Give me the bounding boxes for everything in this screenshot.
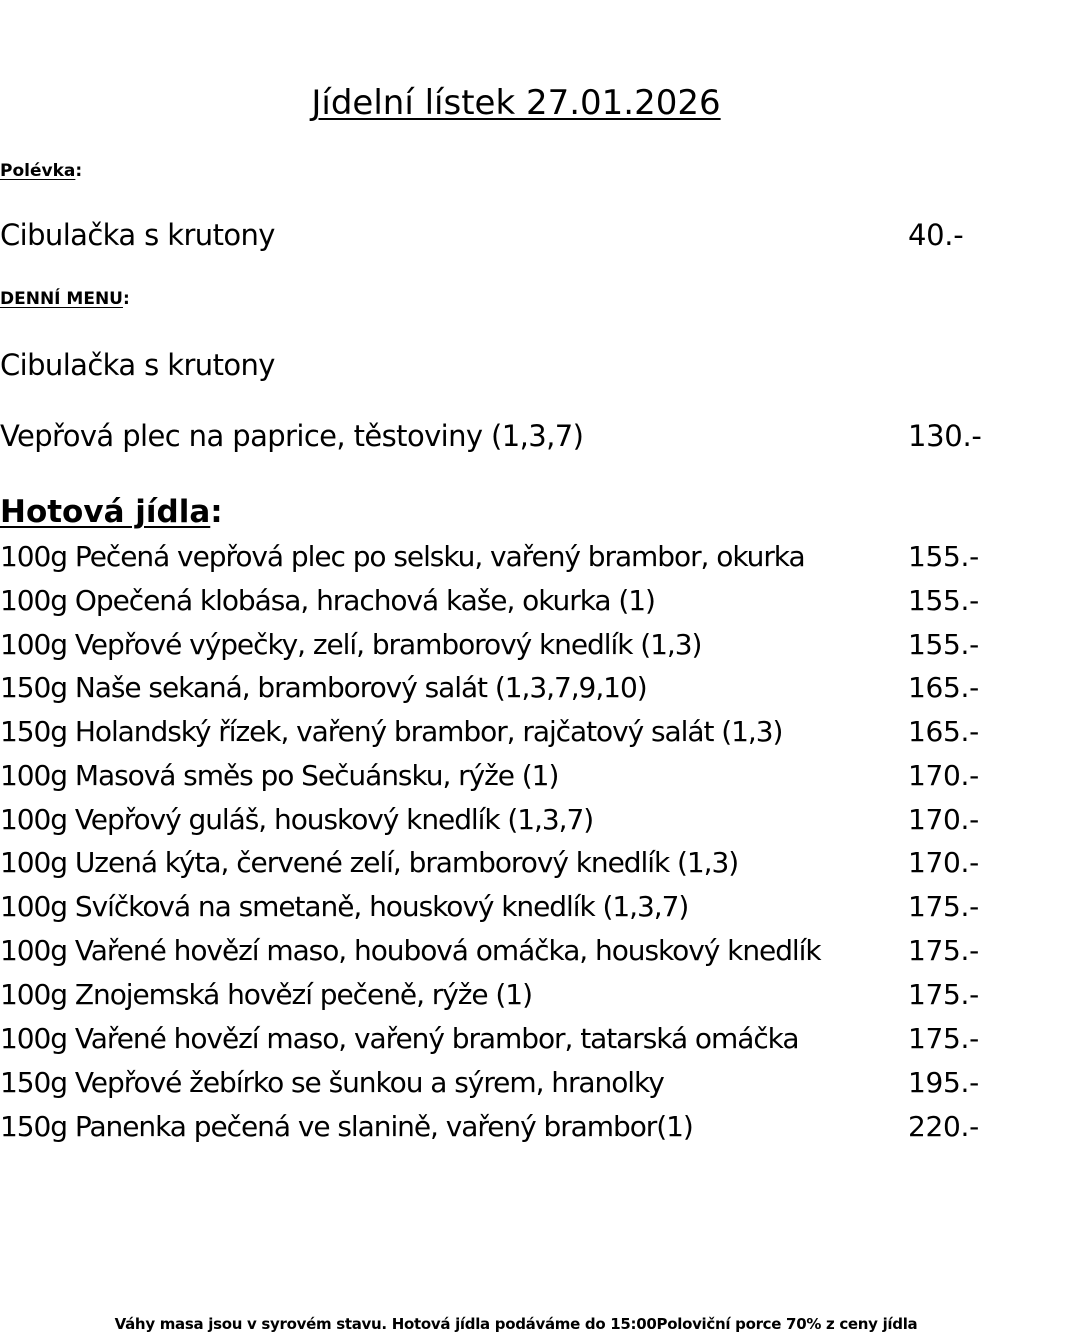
menu-item-price: 170.- xyxy=(908,759,979,792)
menu-item xyxy=(0,756,1072,796)
soup-section-label-text: Polévka xyxy=(0,161,76,181)
menu-item-price: 170.- xyxy=(908,846,979,879)
menu-item-name: 100g Vařené hovězí maso, houbová omáčka, houskový knedlík xyxy=(0,934,821,967)
menu-item-price: 155.- xyxy=(908,628,979,661)
menu-item-price: 175.- xyxy=(908,934,979,967)
daily-menu-soup-name: Cibulačka s krutony xyxy=(0,348,275,382)
menu-item-name: 100g Vepřové výpečky, zelí, bramborový knedlík (1,3) xyxy=(0,628,702,661)
soup-item-price: 40.- xyxy=(908,218,964,252)
menu-item xyxy=(0,712,1072,752)
ready-meals-colon: : xyxy=(210,494,223,530)
menu-item xyxy=(0,975,1072,1015)
menu-item xyxy=(0,887,1072,927)
menu-item-price: 220.- xyxy=(908,1110,979,1143)
menu-item xyxy=(0,668,1072,708)
soup-item-name: Cibulačka s krutony xyxy=(0,218,275,252)
ready-meals-label xyxy=(0,492,223,532)
menu-item-price: 155.- xyxy=(908,584,979,617)
menu-item xyxy=(0,581,1072,621)
menu-item-price: 175.- xyxy=(908,978,979,1011)
menu-item-name: 100g Vařené hovězí maso, vařený brambor, tatarská omáčka xyxy=(0,1022,799,1055)
menu-item xyxy=(0,843,1072,883)
menu-item xyxy=(0,1019,1072,1059)
soup-section-label xyxy=(0,159,82,183)
menu-item-name: 100g Masová směs po Sečuánsku, rýže (1) xyxy=(0,759,559,792)
menu-item xyxy=(0,537,1072,577)
menu-item xyxy=(0,1107,1072,1147)
menu-item-name: 100g Opečená klobása, hrachová kaše, okurka (1) xyxy=(0,584,655,617)
page-title-text: Jídelní lístek 27.01.2026 xyxy=(311,83,721,123)
daily-menu-label-text: DENNÍ MENU xyxy=(0,289,123,309)
menu-item-name: 150g Panenka pečená ve slanině, vařený brambor(1) xyxy=(0,1110,693,1143)
menu-item-name: 150g Naše sekaná, bramborový salát (1,3,7,9,10) xyxy=(0,671,647,704)
menu-item xyxy=(0,1063,1072,1103)
menu-item-price: 195.- xyxy=(908,1066,979,1099)
menu-item-name: 100g Uzená kýta, červené zelí, bramborový knedlík (1,3) xyxy=(0,846,739,879)
menu-item-name: 100g Pečená vepřová plec po selsku, vařený brambor, okurka xyxy=(0,540,805,573)
daily-menu-soup xyxy=(0,345,1072,385)
menu-item-name: 100g Vepřový guláš, houskový knedlík (1,3,7) xyxy=(0,803,594,836)
menu-item-name: 100g Svíčková na smetaně, houskový knedlík (1,3,7) xyxy=(0,890,689,923)
menu-item-price: 170.- xyxy=(908,803,979,836)
daily-menu-label xyxy=(0,287,130,311)
menu-item-price: 175.- xyxy=(908,1022,979,1055)
menu-item-name: 150g Vepřové žebírko se šunkou a sýrem, hranolky xyxy=(0,1066,664,1099)
menu-item-price: 165.- xyxy=(908,671,979,704)
menu-item xyxy=(0,625,1072,665)
daily-menu-colon: : xyxy=(122,289,130,309)
menu-item-price: 175.- xyxy=(908,890,979,923)
menu-item-name: 100g Znojemská hovězí pečeně, rýže (1) xyxy=(0,978,532,1011)
soup-section-colon: : xyxy=(75,161,83,181)
page-title xyxy=(0,82,1032,124)
menu-item xyxy=(0,800,1072,840)
ready-meals-label-text: Hotová jídla xyxy=(0,494,211,530)
daily-menu-main xyxy=(0,416,1072,456)
menu-item-name: 150g Holandský řízek, vařený brambor, rajčatový salát (1,3) xyxy=(0,715,783,748)
daily-menu-main-price: 130.- xyxy=(908,419,982,453)
footer-note: Váhy masa jsou v syrovém stavu. Hotová jídla podáváme do 15:00Poloviční porce 70% z ceny jídla xyxy=(114,1315,918,1333)
menu-item-price: 155.- xyxy=(908,540,979,573)
menu-item xyxy=(0,931,1072,971)
daily-menu-main-name: Vepřová plec na paprice, těstoviny (1,3,7) xyxy=(0,419,584,453)
soup-item xyxy=(0,215,1072,255)
menu-item-price: 165.- xyxy=(908,715,979,748)
